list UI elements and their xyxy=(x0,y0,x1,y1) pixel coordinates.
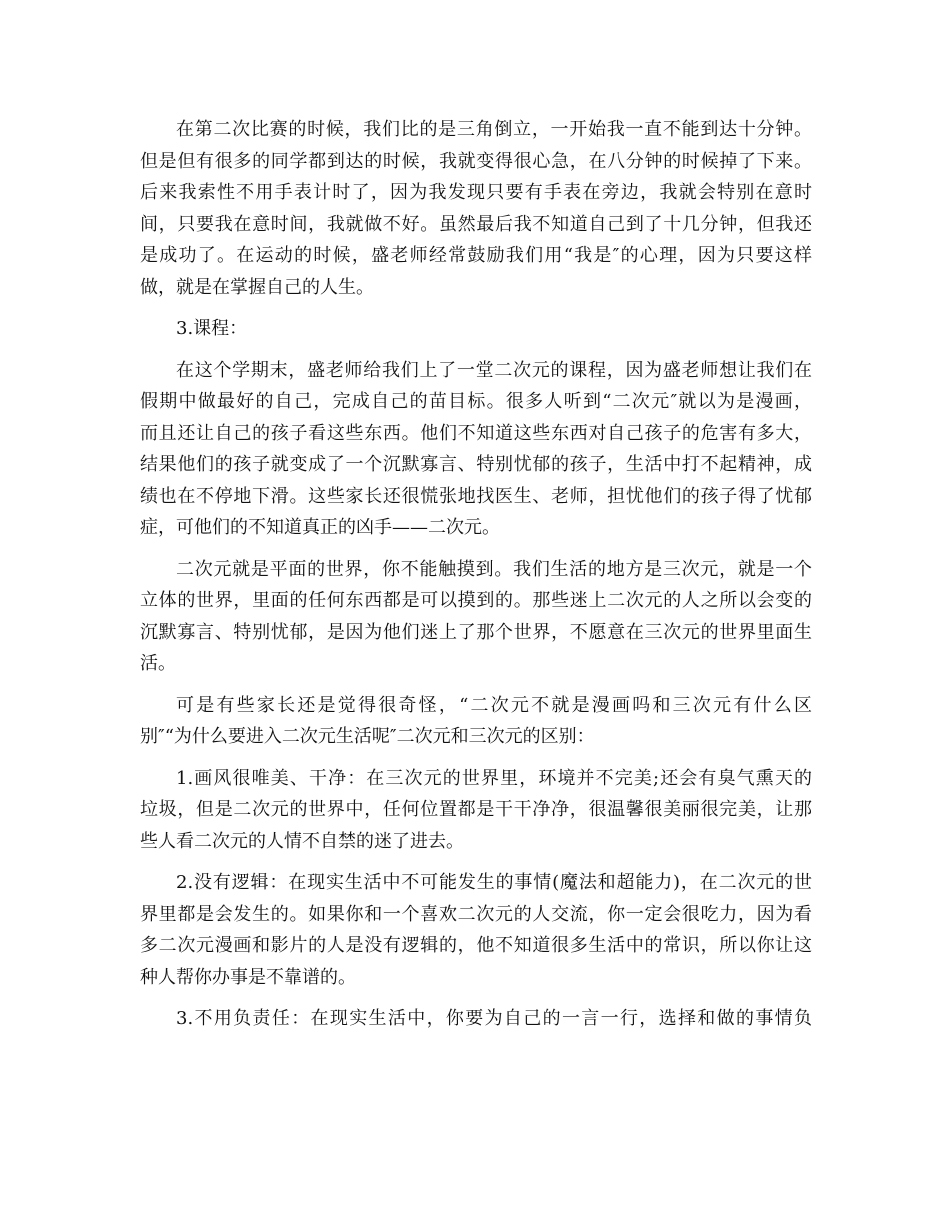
text-line: 后来我索性不用手表计时了，因为我发现只要有手表在旁边，我就会特别在意时 xyxy=(140,182,812,203)
document-body xyxy=(140,114,812,1045)
text-line: 别″“为什么要进入二次元生活呢″二次元和三次元的区别： xyxy=(140,726,595,747)
text-line: 可是有些家长还是觉得很奇怪，“二次元不就是漫画吗和三次元有什么区 xyxy=(176,694,812,716)
paragraph-parents-question xyxy=(140,690,812,753)
text-line: 1.画风很唯美、干净：在三次元的世界里，环境并不完美;还会有臭气熏天的 xyxy=(176,767,812,789)
text-line: 症，可他们的不知道真正的凶手——二次元。 xyxy=(140,517,500,538)
text-line: 垃圾，但是二次元的世界中，任何位置都是干干净净，很温馨很美丽很完美，让那 xyxy=(140,799,812,820)
text-line: 二次元就是平面的世界，你不能触摸到。我们生活的地方是三次元，就是一个 xyxy=(176,558,812,580)
text-line: 3.课程： xyxy=(176,318,248,339)
text-line: 间，只要我在意时间，我就做不好。虽然最后我不知道自己到了十几分钟，但我还 xyxy=(140,213,812,235)
text-line: 立体的世界，里面的任何东西都是可以摸到的。那些迷上二次元的人之所以会变的 xyxy=(140,590,812,611)
paragraph-course-intro xyxy=(140,355,812,544)
text-line: 界里都是会发生的。如果你和一个喜欢二次元的人交流，你一定会很吃力，因为看 xyxy=(140,903,812,925)
text-line: 活。 xyxy=(140,653,176,674)
text-line: 但是但有很多的同学都到达的时候，我就变得很心急，在八分钟的时候掉了下来。 xyxy=(140,150,812,172)
text-line: 绩也在不停地下滑。这些家长还很慌张地找医生、老师，担忧他们的孩子得了忧郁 xyxy=(140,485,812,507)
paragraph-competition xyxy=(140,114,812,303)
text-line: 而且还让自己的孩子看这些东西。他们不知道这些东西对自己孩子的危害有多大， xyxy=(140,422,812,444)
text-line: 假期中做最好的自己，完成自己的苗目标。很多人听到“二次元″就以为是漫画， xyxy=(140,391,812,412)
text-line: 多二次元漫画和影片的人是没有逻辑的，他不知道很多生活中的常识，所以你让这 xyxy=(140,935,812,956)
paragraph-difference-3 xyxy=(140,1003,812,1035)
text-line: 做，就是在掌握自己的人生。 xyxy=(140,276,374,298)
text-line: 沉默寡言、特别忧郁，是因为他们迷上了那个世界，不愿意在三次元的世界里面生 xyxy=(140,621,812,643)
text-line: 在第二次比赛的时候，我们比的是三角倒立，一开始我一直不能到达十分钟。 xyxy=(176,119,812,140)
section-heading-courses xyxy=(140,313,812,345)
text-line: 些人看二次元的人情不自禁的迷了进去。 xyxy=(140,830,464,852)
text-line: 在这个学期末，盛老师给我们上了一堂二次元的课程，因为盛老师想让我们在 xyxy=(176,359,812,381)
paragraph-difference-1 xyxy=(140,763,812,858)
text-line: 种人帮你办事是不靠谱的。 xyxy=(140,966,356,988)
text-line: 2.没有逻辑：在现实生活中不可能发生的事情(魔法和超能力)，在二次元的世 xyxy=(176,872,812,893)
paragraph-difference-2 xyxy=(140,867,812,993)
text-line: 3.不用负责任：在现实生活中，你要为自己的一言一行，选择和做的事情负 xyxy=(176,1008,812,1029)
text-line: 是成功了。在运动的时候，盛老师经常鼓励我们用“我是″的心理，因为只要这样 xyxy=(140,245,812,266)
paragraph-2d-definition xyxy=(140,554,812,680)
text-line: 结果他们的孩子就变成了一个沉默寡言、特别忧郁的孩子，生活中打不起精神，成 xyxy=(140,454,812,475)
